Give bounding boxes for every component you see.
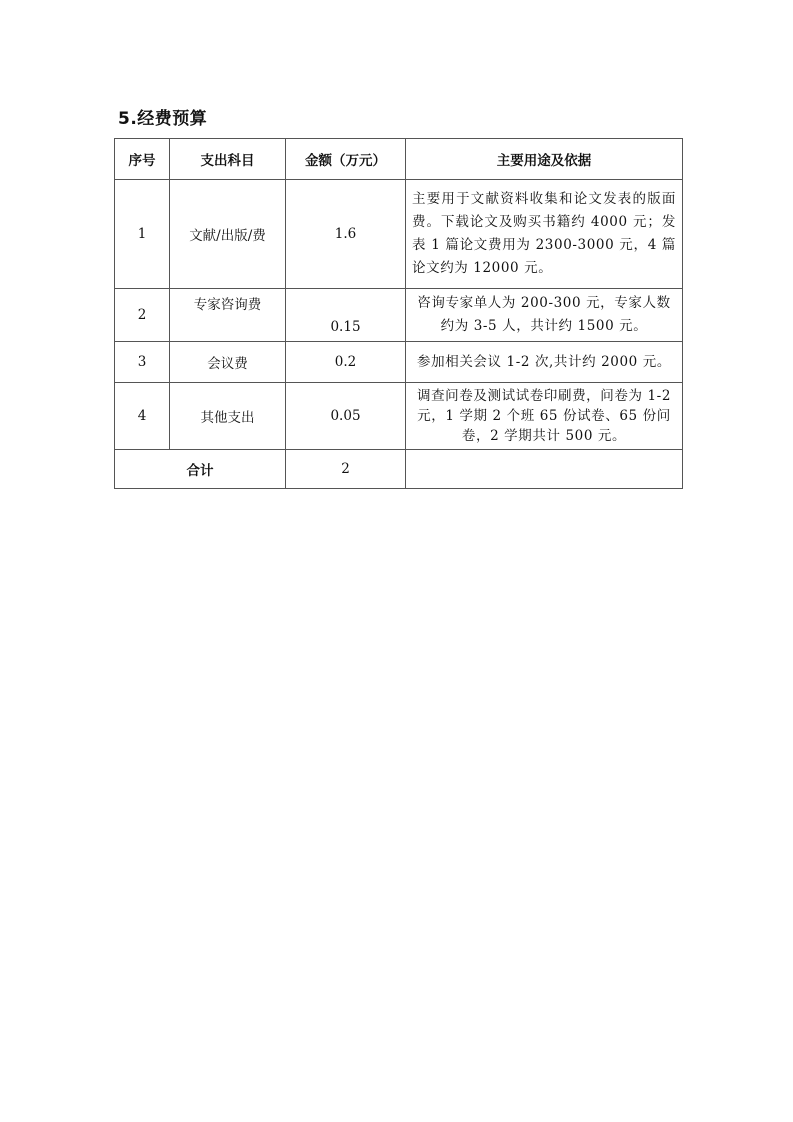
table-row — [115, 180, 683, 289]
row-item: 会议费 — [170, 342, 286, 383]
row-usage: 咨询专家单人为 200-300 元，专家人数约为 3-5 人，共计约 1500 元。 — [406, 289, 683, 342]
total-amount: 2 — [286, 450, 406, 489]
header-index: 序号 — [115, 139, 170, 180]
row-index: 3 — [115, 342, 170, 383]
row-usage: 调查问卷及测试试卷印刷费，问卷为 1-2 元，1 学期 2 个班 65 份试卷、65 份问卷，2 学期共计 500 元。 — [406, 383, 683, 450]
row-item: 文献/出版/费 — [170, 180, 286, 289]
header-usage: 主要用途及依据 — [406, 139, 683, 180]
row-amount: 0.05 — [286, 383, 406, 450]
row-index: 2 — [115, 289, 170, 342]
header-amount: 金额（万元） — [286, 139, 406, 180]
row-item: 其他支出 — [170, 383, 286, 450]
row-amount: 1.6 — [286, 180, 406, 289]
section-title: 5.经费预算 — [118, 109, 208, 129]
row-index: 4 — [115, 383, 170, 450]
budget-table — [114, 138, 683, 489]
total-usage — [406, 450, 683, 489]
total-row — [115, 450, 683, 489]
table-row — [115, 289, 683, 342]
table-header-row — [115, 139, 683, 180]
row-amount: 0.15 — [286, 289, 406, 342]
row-index: 1 — [115, 180, 170, 289]
total-label: 合计 — [115, 450, 286, 489]
header-item: 支出科目 — [170, 139, 286, 180]
row-item: 专家咨询费 — [170, 289, 286, 342]
row-amount: 0.2 — [286, 342, 406, 383]
table-row — [115, 383, 683, 450]
row-usage: 参加相关会议 1-2 次,共计约 2000 元。 — [406, 342, 683, 383]
table-row — [115, 342, 683, 383]
row-usage: 主要用于文献资料收集和论文发表的版面费。下载论文及购买书籍约 4000 元；发表 1 篇论文费用为 2300-3000 元，4 篇论文约为 12000 元。 — [406, 180, 683, 289]
